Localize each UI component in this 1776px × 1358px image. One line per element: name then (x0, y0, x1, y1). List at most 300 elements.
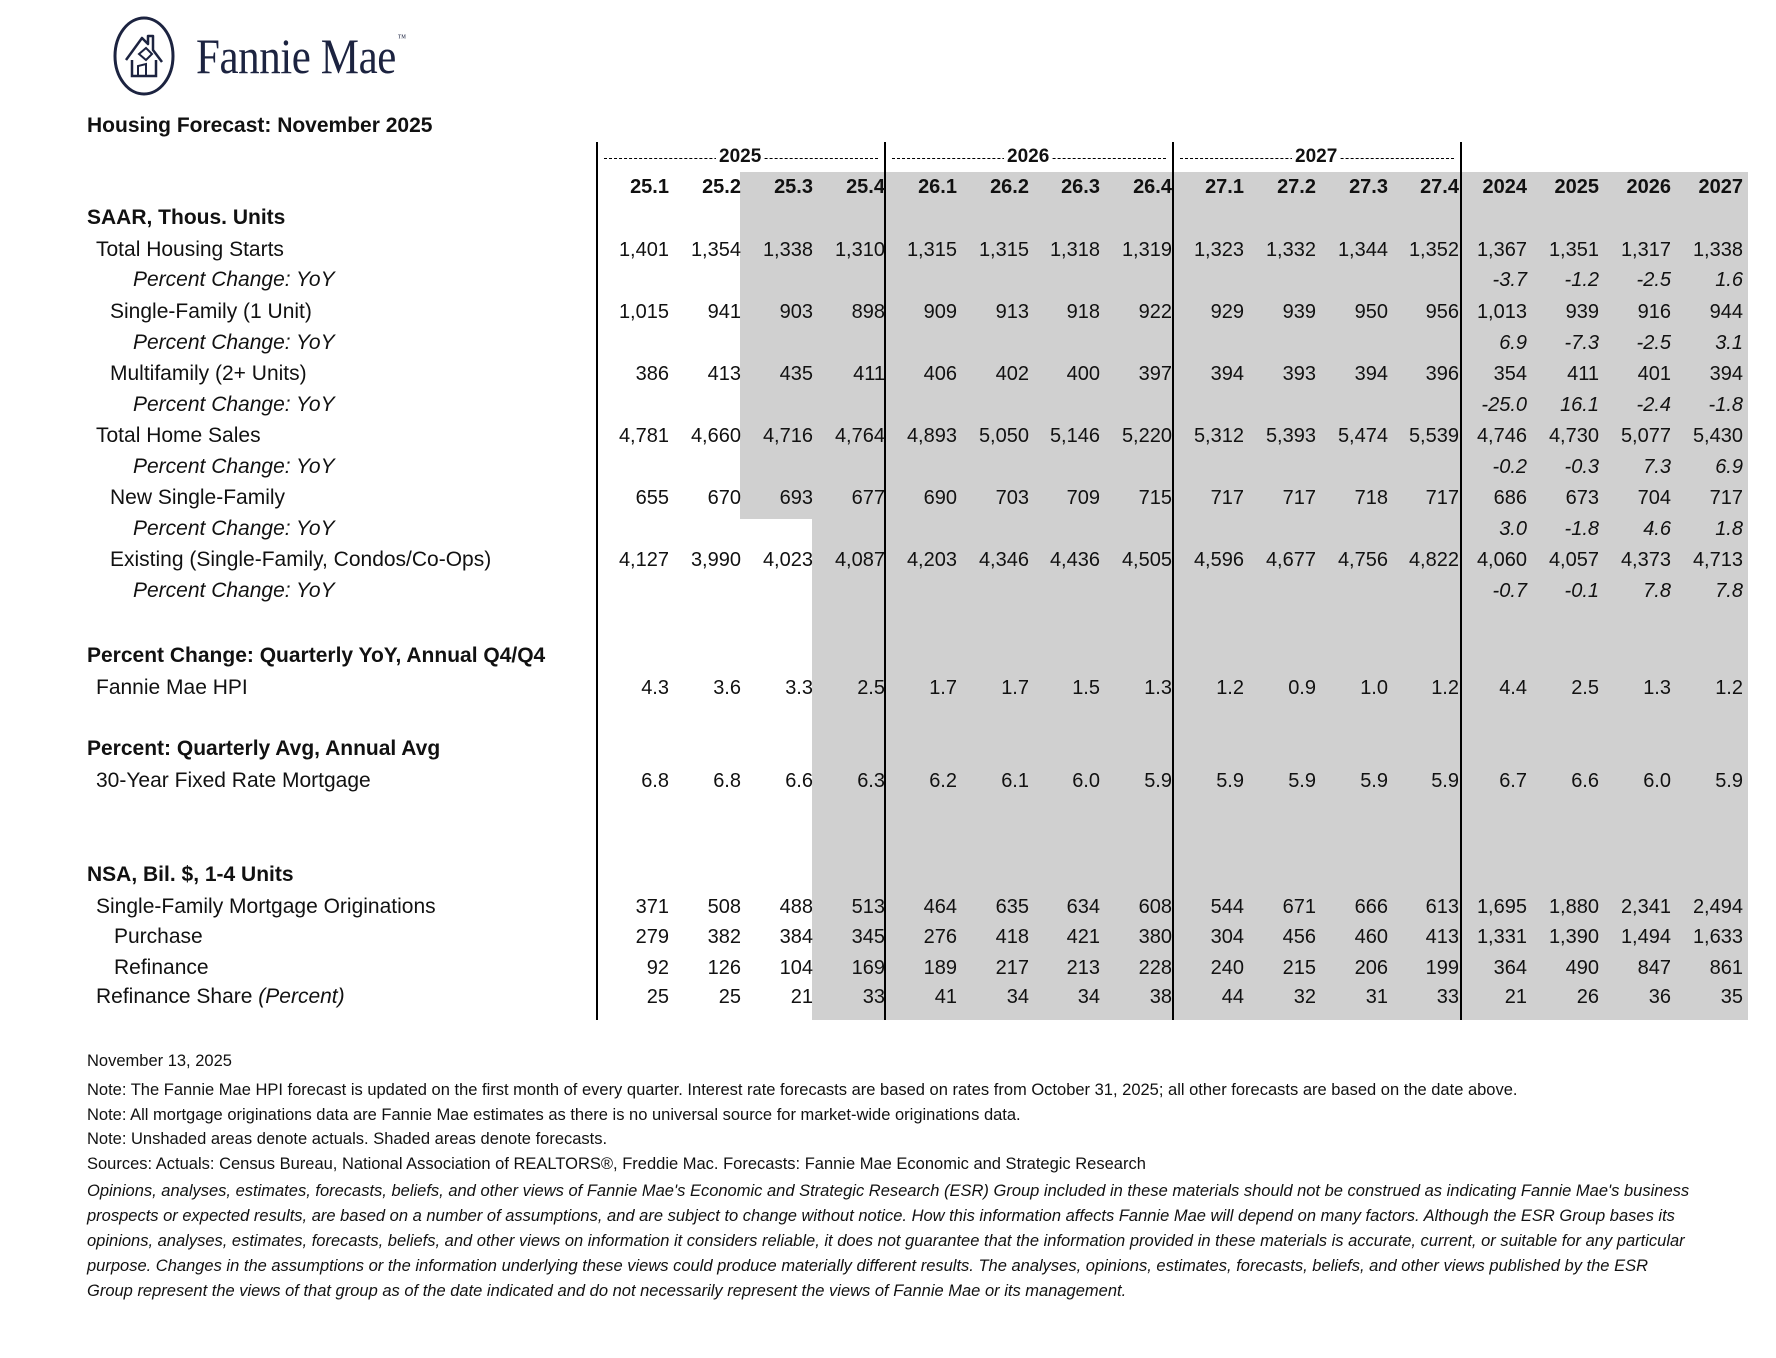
table-cell: 1,013 (1476, 301, 1527, 323)
row-label-text: Refinance (114, 956, 209, 979)
table-cell: 1.6 (1715, 269, 1743, 291)
row-label-text: Refinance Share (96, 985, 253, 1008)
table-cell: 1,323 (1193, 239, 1244, 261)
table-cell: 1,338 (1692, 239, 1743, 261)
table-row (0, 922, 1776, 952)
table-cell: 240 (1210, 957, 1244, 979)
row-label-text: NSA, Bil. $, 1-4 Units (87, 863, 294, 886)
table-cell: 6.8 (641, 770, 669, 792)
column-header-27-2: 27.2 (1277, 176, 1316, 198)
table-cell: 3.6 (713, 677, 741, 699)
table-row (0, 421, 1776, 451)
table-cell: 393 (1282, 363, 1316, 385)
row-label-text: Percent Change: YoY (133, 331, 335, 354)
table-cell: 1.2 (1715, 677, 1743, 699)
table-cell: 939 (1565, 301, 1599, 323)
column-header-2025: 2025 (1554, 176, 1599, 198)
row-label (133, 328, 335, 358)
row-label (96, 892, 436, 922)
table-cell: 4,373 (1620, 549, 1671, 571)
table-cell: 950 (1354, 301, 1388, 323)
fannie-mae-logo (112, 14, 440, 98)
table-cell: 25 (718, 986, 741, 1008)
table-cell: 16.1 (1560, 394, 1599, 416)
table-cell: 394 (1354, 363, 1388, 385)
table-cell: 718 (1354, 487, 1388, 509)
table-cell: 1.3 (1144, 677, 1172, 699)
row-label (87, 641, 545, 671)
table-cell: 4,505 (1121, 549, 1172, 571)
table-cell: -0.2 (1492, 456, 1527, 478)
table-cell: 0.9 (1288, 677, 1316, 699)
table-cell: 613 (1425, 896, 1459, 918)
table-cell: 703 (995, 487, 1029, 509)
table-row (0, 235, 1776, 265)
table-cell: 4,764 (834, 425, 885, 447)
table-cell: 686 (1493, 487, 1527, 509)
table-row (0, 673, 1776, 703)
column-header-2027: 2027 (1698, 176, 1743, 198)
row-label-text: Total Housing Starts (96, 238, 284, 261)
table-cell: 1,315 (978, 239, 1029, 261)
table-cell: 922 (1138, 301, 1172, 323)
column-header-2026: 2026 (1626, 176, 1671, 198)
table-cell: 394 (1210, 363, 1244, 385)
row-label (87, 734, 440, 764)
table-row (0, 297, 1776, 327)
row-label-text: New Single-Family (110, 486, 286, 509)
table-cell: 1,015 (618, 301, 669, 323)
year-group-label-2027: 2027 (1292, 147, 1340, 167)
year-group-label-2026: 2026 (1004, 147, 1052, 167)
row-label-suffix: (Percent) (252, 985, 345, 1008)
table-cell: 21 (790, 986, 813, 1008)
table-cell: 1,880 (1548, 896, 1599, 918)
table-cell: 5.9 (1360, 770, 1388, 792)
table-cell: 36 (1648, 986, 1671, 1008)
row-label-text: Percent Change: YoY (133, 455, 335, 478)
table-cell: 33 (1436, 986, 1459, 1008)
row-label-text: Purchase (114, 925, 203, 948)
row-label-text: Percent Change: YoY (133, 517, 335, 540)
table-cell: 6.3 (857, 770, 885, 792)
table-cell: 6.1 (1001, 770, 1029, 792)
table-cell: -7.3 (1564, 332, 1599, 354)
table-cell: 1,695 (1476, 896, 1527, 918)
table-cell: 6.7 (1499, 770, 1527, 792)
table-cell: 490 (1565, 957, 1599, 979)
table-cell: 4,713 (1692, 549, 1743, 571)
table-cell: 394 (1709, 363, 1743, 385)
table-cell: 6.6 (1571, 770, 1599, 792)
table-cell: 31 (1365, 986, 1388, 1008)
table-cell: 7.8 (1643, 580, 1671, 602)
table-cell: 169 (851, 957, 885, 979)
row-label-text: Percent: Quarterly Avg, Annual Avg (87, 737, 441, 760)
column-header-26-1: 26.1 (918, 176, 957, 198)
row-label (87, 860, 294, 890)
row-label-text: 30-Year Fixed Rate Mortgage (96, 769, 371, 792)
table-cell: 92 (646, 957, 669, 979)
table-cell: 276 (923, 926, 957, 948)
table-cell: 4,893 (906, 425, 957, 447)
row-label-text: SAAR, Thous. Units (87, 206, 286, 229)
table-cell: 4,087 (834, 549, 885, 571)
table-cell: -2.5 (1636, 332, 1671, 354)
table-cell: 670 (707, 487, 741, 509)
table-cell: 364 (1493, 957, 1527, 979)
percent-change-row (0, 390, 1776, 420)
table-cell: 488 (779, 896, 813, 918)
table-cell: 5.9 (1431, 770, 1459, 792)
row-label-text: Total Home Sales (96, 424, 261, 447)
table-cell: 464 (923, 896, 957, 918)
row-label (133, 452, 335, 482)
table-cell: 4,203 (906, 549, 957, 571)
table-cell: 413 (1425, 926, 1459, 948)
table-cell: 279 (635, 926, 669, 948)
table-cell: 1,390 (1548, 926, 1599, 948)
column-header-27-4: 27.4 (1420, 176, 1459, 198)
table-cell: 916 (1637, 301, 1671, 323)
table-cell: 941 (707, 301, 741, 323)
table-cell: 717 (1709, 487, 1743, 509)
row-label-text: Percent Change: YoY (133, 393, 335, 416)
row-label (110, 297, 312, 327)
year-group-label-2025: 2025 (716, 147, 764, 167)
row-label-text: Single-Family Mortgage Originations (96, 895, 436, 918)
table-cell: 1,315 (906, 239, 957, 261)
table-cell: 4,781 (618, 425, 669, 447)
note-originations: Note: All mortgage originations data are Fannie Mae estimates as there is no universal source for market-wide originations data. (87, 1105, 1021, 1124)
table-row (0, 766, 1776, 796)
row-label (133, 265, 335, 295)
table-cell: 126 (707, 957, 741, 979)
table-cell: -0.3 (1564, 456, 1599, 478)
row-label (110, 545, 491, 575)
table-cell: 6.8 (713, 770, 741, 792)
column-header-25-3: 25.3 (774, 176, 813, 198)
table-cell: 1.2 (1216, 677, 1244, 699)
table-cell: 1,494 (1620, 926, 1671, 948)
table-cell: 898 (851, 301, 885, 323)
percent-change-row (0, 514, 1776, 544)
table-cell: -1.2 (1564, 269, 1599, 291)
table-cell: -0.7 (1492, 580, 1527, 602)
table-cell: 460 (1354, 926, 1388, 948)
table-row (0, 892, 1776, 922)
table-cell: 304 (1210, 926, 1244, 948)
table-cell: 939 (1282, 301, 1316, 323)
table-cell: 677 (851, 487, 885, 509)
table-cell: 413 (707, 363, 741, 385)
table-cell: 33 (862, 986, 885, 1008)
table-cell: 671 (1282, 896, 1316, 918)
table-cell: 1.8 (1715, 518, 1743, 540)
table-cell: 1,367 (1476, 239, 1527, 261)
row-label (114, 922, 203, 952)
table-cell: 41 (934, 986, 957, 1008)
table-cell: -2.4 (1636, 394, 1671, 416)
row-label (114, 953, 209, 983)
table-cell: 2.5 (1571, 677, 1599, 699)
table-cell: 508 (707, 896, 741, 918)
table-cell: 1.7 (929, 677, 957, 699)
table-cell: 1,310 (834, 239, 885, 261)
table-cell: 386 (635, 363, 669, 385)
table-row (0, 483, 1776, 513)
table-cell: 717 (1210, 487, 1244, 509)
table-cell: 397 (1138, 363, 1172, 385)
table-cell: 25 (646, 986, 669, 1008)
table-cell: 217 (995, 957, 1029, 979)
note-sources: Sources: Actuals: Census Bureau, National Association of REALTORS®, Freddie Mac. Forecasts: Fannie Mae Economic and Strategic Research (87, 1154, 1146, 1173)
table-cell: 1.3 (1643, 677, 1671, 699)
row-label-text: Existing (Single-Family, Condos/Co-Ops) (110, 548, 492, 571)
table-cell: 4,060 (1476, 549, 1527, 571)
table-cell: 3.3 (785, 677, 813, 699)
table-cell: 35 (1720, 986, 1743, 1008)
table-cell: 6.0 (1643, 770, 1671, 792)
table-cell: 456 (1282, 926, 1316, 948)
table-cell: 6.2 (929, 770, 957, 792)
table-cell: 5,474 (1337, 425, 1388, 447)
table-cell: 655 (635, 487, 669, 509)
footnotes (87, 1049, 1727, 1304)
table-cell: 3.1 (1715, 332, 1743, 354)
table-cell: 690 (923, 487, 957, 509)
table-cell: 1,344 (1337, 239, 1388, 261)
table-cell: 1.7 (1001, 677, 1029, 699)
section-header (0, 734, 1776, 764)
row-label (133, 576, 335, 606)
table-cell: -25.0 (1481, 394, 1527, 416)
table-cell: 944 (1709, 301, 1743, 323)
logo-wordmark (196, 27, 406, 85)
percent-change-row (0, 328, 1776, 358)
table-cell: 6.0 (1072, 770, 1100, 792)
table-cell: 38 (1149, 986, 1172, 1008)
table-cell: 4.4 (1499, 677, 1527, 699)
row-label (96, 235, 284, 265)
table-cell: 3,990 (690, 549, 741, 571)
column-header-26-4: 26.4 (1133, 176, 1172, 198)
disclaimer: Opinions, analyses, estimates, forecasts, beliefs, and other views of Fannie Mae's Economic and Strategic Research (ESR) Group included in these materials should not be construed as indicating Fannie Mae's business prospects or expected results, are based on a number of assumptions, and are subject to change without notice. How this information affects Fannie Mae will depend on many factors. Although the ESR Group bases its opinions, analyses, estimates, forecasts, beliefs, and other views on information it considers reliable, it does not guarantee that the information provided in these materials is accurate, current, or suitable for any particular purpose. Changes in the assumptions or the information underlying these views could produce materially different results. The analyses, opinions, estimates, forecasts, beliefs, and other views published by the ESR Group represent the views of that group as of the date indicated and do not necessarily represent the views of Fannie Mae or its management. (87, 1182, 1690, 1300)
row-label (87, 203, 285, 233)
table-cell: -3.7 (1492, 269, 1527, 291)
table-cell: 1,332 (1265, 239, 1316, 261)
table-cell: 406 (923, 363, 957, 385)
table-cell: 2,494 (1692, 896, 1743, 918)
table-cell: 4,660 (690, 425, 741, 447)
percent-change-row (0, 452, 1776, 482)
column-header-row (0, 172, 1776, 202)
table-cell: 421 (1066, 926, 1100, 948)
table-cell: 400 (1066, 363, 1100, 385)
table-cell: 228 (1138, 957, 1172, 979)
table-row (0, 545, 1776, 575)
table-cell: 26 (1576, 986, 1599, 1008)
table-cell: 5,146 (1049, 425, 1100, 447)
table-cell: 1,319 (1121, 239, 1172, 261)
table-cell: 913 (995, 301, 1029, 323)
row-label (110, 483, 285, 513)
table-cell: 847 (1637, 957, 1671, 979)
percent-change-row (0, 576, 1776, 606)
table-cell: 5.9 (1144, 770, 1172, 792)
table-cell: 1,317 (1620, 239, 1671, 261)
table-cell: 513 (851, 896, 885, 918)
row-label-text: Single-Family (1 Unit) (110, 300, 312, 323)
table-cell: 1,318 (1049, 239, 1100, 261)
table-cell: 5,539 (1408, 425, 1459, 447)
table-cell: 709 (1066, 487, 1100, 509)
table-cell: 1,352 (1408, 239, 1459, 261)
table-cell: 666 (1354, 896, 1388, 918)
table-cell: 1,331 (1476, 926, 1527, 948)
table-cell: 608 (1138, 896, 1172, 918)
table-cell: 6.9 (1715, 456, 1743, 478)
table-cell: 402 (995, 363, 1029, 385)
table-cell: 7.3 (1643, 456, 1671, 478)
table-cell: 4.6 (1643, 518, 1671, 540)
percent-change-row (0, 265, 1776, 295)
table-cell: 704 (1637, 487, 1671, 509)
table-cell: 673 (1565, 487, 1599, 509)
column-header-27-1: 27.1 (1205, 176, 1244, 198)
column-header-25-1: 25.1 (630, 176, 669, 198)
row-label (96, 421, 261, 451)
table-cell: 544 (1210, 896, 1244, 918)
table-cell: 1,633 (1692, 926, 1743, 948)
table-cell: 918 (1066, 301, 1100, 323)
table-cell: 5,050 (978, 425, 1029, 447)
table-cell: 354 (1493, 363, 1527, 385)
table-cell: 7.8 (1715, 580, 1743, 602)
table-cell: -0.1 (1564, 580, 1599, 602)
table-cell: 418 (995, 926, 1029, 948)
note-shading: Note: Unshaded areas denote actuals. Shaded areas denote forecasts. (87, 1130, 608, 1148)
logo-text: Fannie Mae (196, 28, 396, 84)
table-cell: 4,057 (1548, 549, 1599, 571)
section-header (0, 203, 1776, 233)
table-cell: 44 (1221, 986, 1244, 1008)
table-cell: 5,393 (1265, 425, 1316, 447)
table-cell: 1,351 (1548, 239, 1599, 261)
table-cell: 345 (851, 926, 885, 948)
table-row (0, 953, 1776, 983)
table-cell: 213 (1066, 957, 1100, 979)
table-cell: 956 (1425, 301, 1459, 323)
table-cell: 1.5 (1072, 677, 1100, 699)
table-row (0, 982, 1776, 1012)
table-cell: 396 (1425, 363, 1459, 385)
table-cell: 5,077 (1620, 425, 1671, 447)
row-label (133, 390, 335, 420)
table-cell: 4,677 (1265, 549, 1316, 571)
table-cell: 411 (853, 363, 885, 385)
table-cell: 401 (1637, 363, 1671, 385)
row-label-text: Percent Change: YoY (133, 268, 335, 291)
row-label-text: Percent Change: YoY (133, 579, 335, 602)
table-cell: 693 (779, 487, 813, 509)
table-cell: 34 (1077, 986, 1100, 1008)
table-row (0, 359, 1776, 389)
section-header (0, 860, 1776, 890)
table-cell: 5,312 (1193, 425, 1244, 447)
table-cell: 1.2 (1431, 677, 1459, 699)
table-cell: 715 (1138, 487, 1172, 509)
table-cell: 199 (1425, 957, 1459, 979)
table-cell: 1,401 (618, 239, 669, 261)
column-header-27-3: 27.3 (1349, 176, 1388, 198)
table-cell: 4,127 (618, 549, 669, 571)
table-cell: 384 (779, 926, 813, 948)
table-cell: 5,220 (1121, 425, 1172, 447)
row-label-text: Percent Change: Quarterly YoY, Annual Q4/Q4 (87, 644, 546, 667)
row-label-text: Fannie Mae HPI (96, 676, 248, 699)
table-cell: 380 (1138, 926, 1172, 948)
table-cell: 5.9 (1288, 770, 1316, 792)
table-cell: 6.6 (785, 770, 813, 792)
row-label (96, 766, 371, 796)
table-cell: 4,756 (1337, 549, 1388, 571)
table-cell: 4,596 (1193, 549, 1244, 571)
table-cell: 635 (995, 896, 1029, 918)
table-cell: 909 (923, 301, 957, 323)
table-cell: 5,430 (1692, 425, 1743, 447)
column-header-26-3: 26.3 (1061, 176, 1100, 198)
table-cell: 4,436 (1049, 549, 1100, 571)
table-cell: 4,730 (1548, 425, 1599, 447)
table-cell: 6.9 (1499, 332, 1527, 354)
table-cell: 411 (1567, 363, 1599, 385)
table-cell: 4,746 (1476, 425, 1527, 447)
row-label (96, 673, 248, 703)
table-cell: 4,023 (762, 549, 813, 571)
table-cell: 4.3 (641, 677, 669, 699)
table-cell: 3.0 (1499, 518, 1527, 540)
table-cell: 1,354 (690, 239, 741, 261)
table-cell: 104 (779, 957, 813, 979)
table-cell: 215 (1282, 957, 1316, 979)
table-cell: 189 (923, 957, 957, 979)
table-cell: 4,346 (978, 549, 1029, 571)
note-hpi: Note: The Fannie Mae HPI forecast is updated on the first month of every quarter. Interest rate forecasts are based on rates from October 31, 2025; all other forecasts are based on the date above. (87, 1081, 1518, 1099)
column-header-25-2: 25.2 (702, 176, 741, 198)
table-cell: 861 (1709, 957, 1743, 979)
table-cell: -1.8 (1564, 518, 1599, 540)
row-label (96, 982, 345, 1012)
trademark-symbol: ™ (397, 33, 406, 44)
table-cell: 4,822 (1408, 549, 1459, 571)
table-cell: 634 (1066, 896, 1100, 918)
report-date: November 13, 2025 (87, 1052, 232, 1070)
section-header (0, 641, 1776, 671)
table-cell: 1.0 (1360, 677, 1388, 699)
table-cell: 903 (779, 301, 813, 323)
table-cell: 5.9 (1216, 770, 1244, 792)
table-cell: 2,341 (1620, 896, 1671, 918)
table-cell: 435 (779, 363, 813, 385)
table-cell: 206 (1354, 957, 1388, 979)
table-cell: 717 (1282, 487, 1316, 509)
table-cell: 32 (1293, 986, 1316, 1008)
house-emblem-icon (112, 14, 176, 98)
column-header-25-4: 25.4 (846, 176, 885, 198)
table-cell: 5.9 (1715, 770, 1743, 792)
page-title: Housing Forecast: November 2025 (87, 114, 433, 137)
